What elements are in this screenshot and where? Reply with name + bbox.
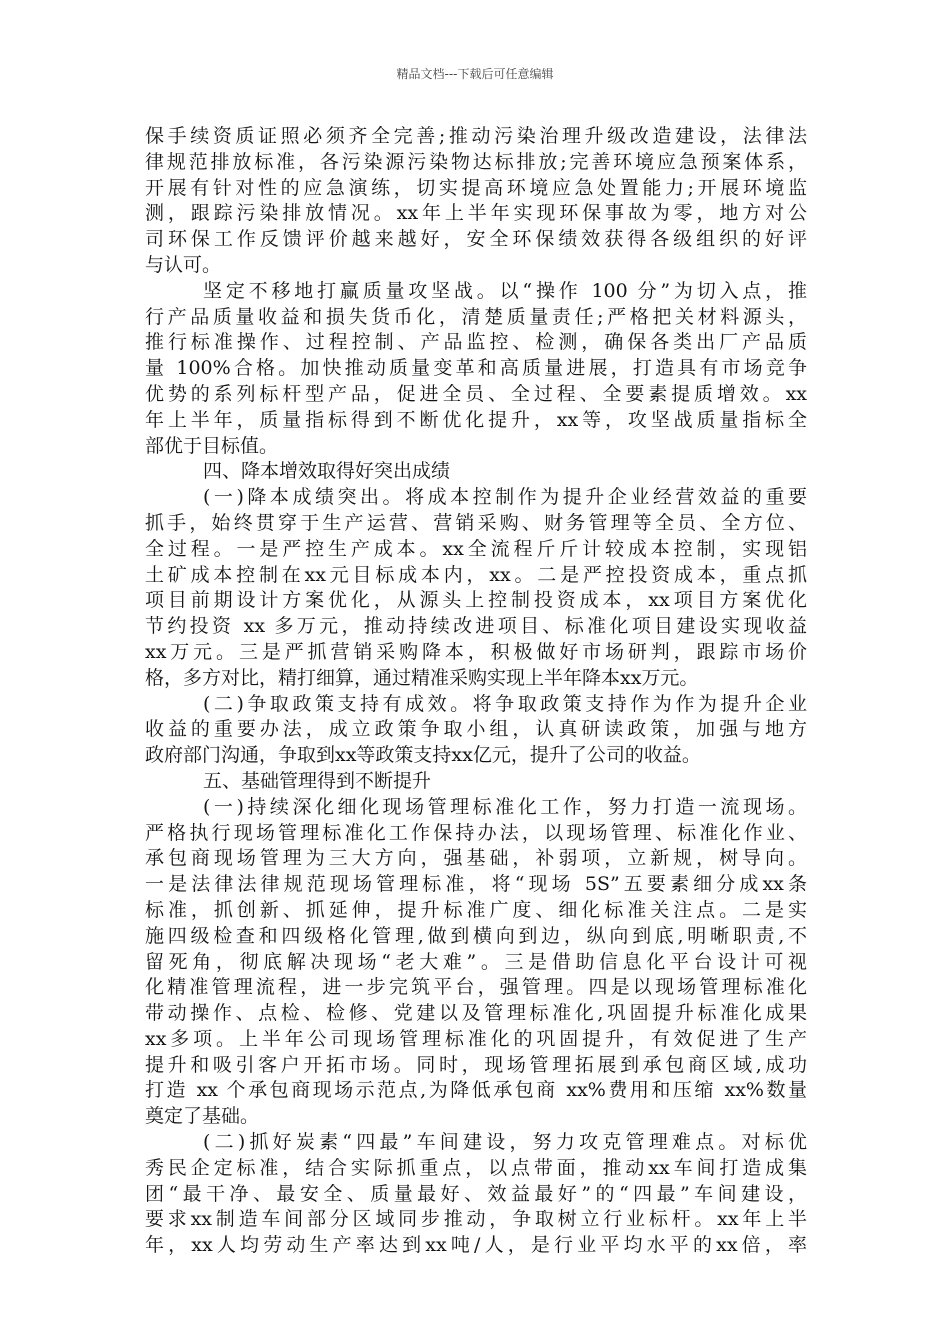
text-line: 年，xx人均劳动生产率达到xx吨/人，是行业平均水平的xx倍，率	[145, 1234, 807, 1257]
text-line: 带动操作、点检、检修、党建以及管理标准化,巩固提升标准化成果	[145, 1002, 807, 1025]
text-line: 要求xx制造车间部分区域同步推动，争取树立行业标杆。xx年上半	[145, 1208, 807, 1231]
text-line: 五、基础管理得到不断提升	[203, 769, 432, 792]
text-line: 收益的重要办法，成立政策争取小组，认真研读政策，加强与地方	[145, 718, 807, 741]
text-line: 化精准管理流程，进一步完筑平台，强管理。四是以现场管理标准化	[145, 976, 807, 999]
text-line: 团“最干净、最安全、质量最好、效益最好”的“四最”车间建设，	[145, 1182, 807, 1205]
text-line: 优势的系列标杆型产品，促进全员、全过程、全要素提质增效。xx	[145, 382, 807, 405]
text-line: 承包商现场管理为三大方向，强基础，补弱项，立新规，树导向。	[145, 847, 807, 870]
text-line: 节约投资 xx 多万元，推动持续改进项目、标准化项目建设实现收益	[145, 615, 807, 638]
text-line: xx万元。三是严抓营销采购降本，积极做好市场研判，跟踪市场价	[145, 640, 807, 663]
text-line: (二)争取政策支持有成效。将争取政策支持作为作为提升企业	[203, 692, 807, 715]
text-line: 开展有针对性的应急演练，切实提高环境应急处置能力;开展环境监	[145, 176, 807, 199]
text-line: 施四级检查和四级格化管理,做到横向到边，纵向到底,明晰职责,不	[145, 924, 807, 947]
text-line: 项目前期设计方案优化，从源头上控制投资成本，xx项目方案优化	[145, 589, 807, 612]
text-line: 严格执行现场管理标准化工作保持办法，以现场管理、标准化作业、	[145, 821, 807, 844]
text-line: 量 100%合格。加快推动质量变革和高质量进展，打造具有市场竞争	[145, 357, 807, 380]
text-line: 土矿成本控制在xx元目标成本内，xx。二是严控投资成本，重点抓	[145, 563, 807, 586]
text-line: 打造 xx 个承包商现场示范点,为降低承包商 xx%费用和压缩 xx%数量	[145, 1079, 807, 1102]
text-line: (一)持续深化细化现场管理标准化工作，努力打造一流现场。	[203, 795, 807, 818]
text-line: 留死角，彻底解决现场“老大难”。三是借助信息化平台设计可视	[145, 950, 807, 973]
text-line: 坚定不移地打赢质量攻坚战。以“操作 100 分”为切入点，推	[203, 279, 807, 302]
text-line: 提升和吸引客户开拓市场。同时，现场管理拓展到承包商区域,成功	[145, 1053, 807, 1076]
text-line: 抓手，始终贯穿于生产运营、营销采购、财务管理等全员、全方位、	[145, 511, 807, 534]
text-line: 测，跟踪污染排放情况。xx年上半年实现环保事故为零，地方对公	[145, 202, 807, 225]
text-line: 政府部门沟通，争取到xx等政策支持xx亿元，提升了公司的收益。	[145, 744, 701, 767]
text-line: 全过程。一是严控生产成本。xx全流程斤斤计较成本控制，实现铝	[145, 537, 807, 560]
text-line: 标准，抓创新、抓延伸，提升标准广度、细化标准关注点。二是实	[145, 898, 807, 921]
text-line: 四、降本增效取得好突出成绩	[203, 460, 451, 483]
text-line: xx多项。上半年公司现场管理标准化的巩固提升，有效促进了生产	[145, 1027, 807, 1050]
page-header: 精品文档---下载后可任意编辑	[396, 67, 554, 81]
text-line: 格，多方对比，精打细算，通过精准采购实现上半年降本xx万元。	[145, 666, 699, 689]
text-line: 律规范排放标准，各污染源污染物达标排放;完善环境应急预案体系，	[145, 150, 807, 173]
text-line: 奠定了基础。	[145, 1105, 260, 1128]
text-line: 部优于目标值。	[145, 434, 279, 457]
document-body	[145, 124, 807, 1259]
text-line: 推行标准操作、过程控制、产品监控、检测，确保各类出厂产品质	[145, 331, 807, 354]
text-line: 司环保工作反馈评价越来越好，安全环保绩效获得各级组织的好评	[145, 228, 807, 251]
text-line: (一)降本成绩突出。将成本控制作为提升企业经营效益的重要	[203, 486, 807, 509]
text-line: (二)抓好炭素“四最”车间建设，努力攻克管理难点。对标优	[203, 1131, 807, 1154]
text-line: 秀民企定标准，结合实际抓重点，以点带面，推动xx车间打造成集	[145, 1156, 807, 1179]
text-line: 与认可。	[145, 253, 222, 276]
text-line: 年上半年，质量指标得到不断优化提升，xx等，攻坚战质量指标全	[145, 408, 807, 431]
text-line: 一是法律法律规范现场管理标准，将“现场 5S”五要素细分成xx条	[145, 873, 807, 896]
text-line: 保手续资质证照必须齐全完善;推动污染治理升级改造建设，法律法	[145, 125, 807, 147]
text-line: 行产品质量收益和损失货币化，清楚质量责任;严格把关材料源头，	[145, 305, 807, 328]
